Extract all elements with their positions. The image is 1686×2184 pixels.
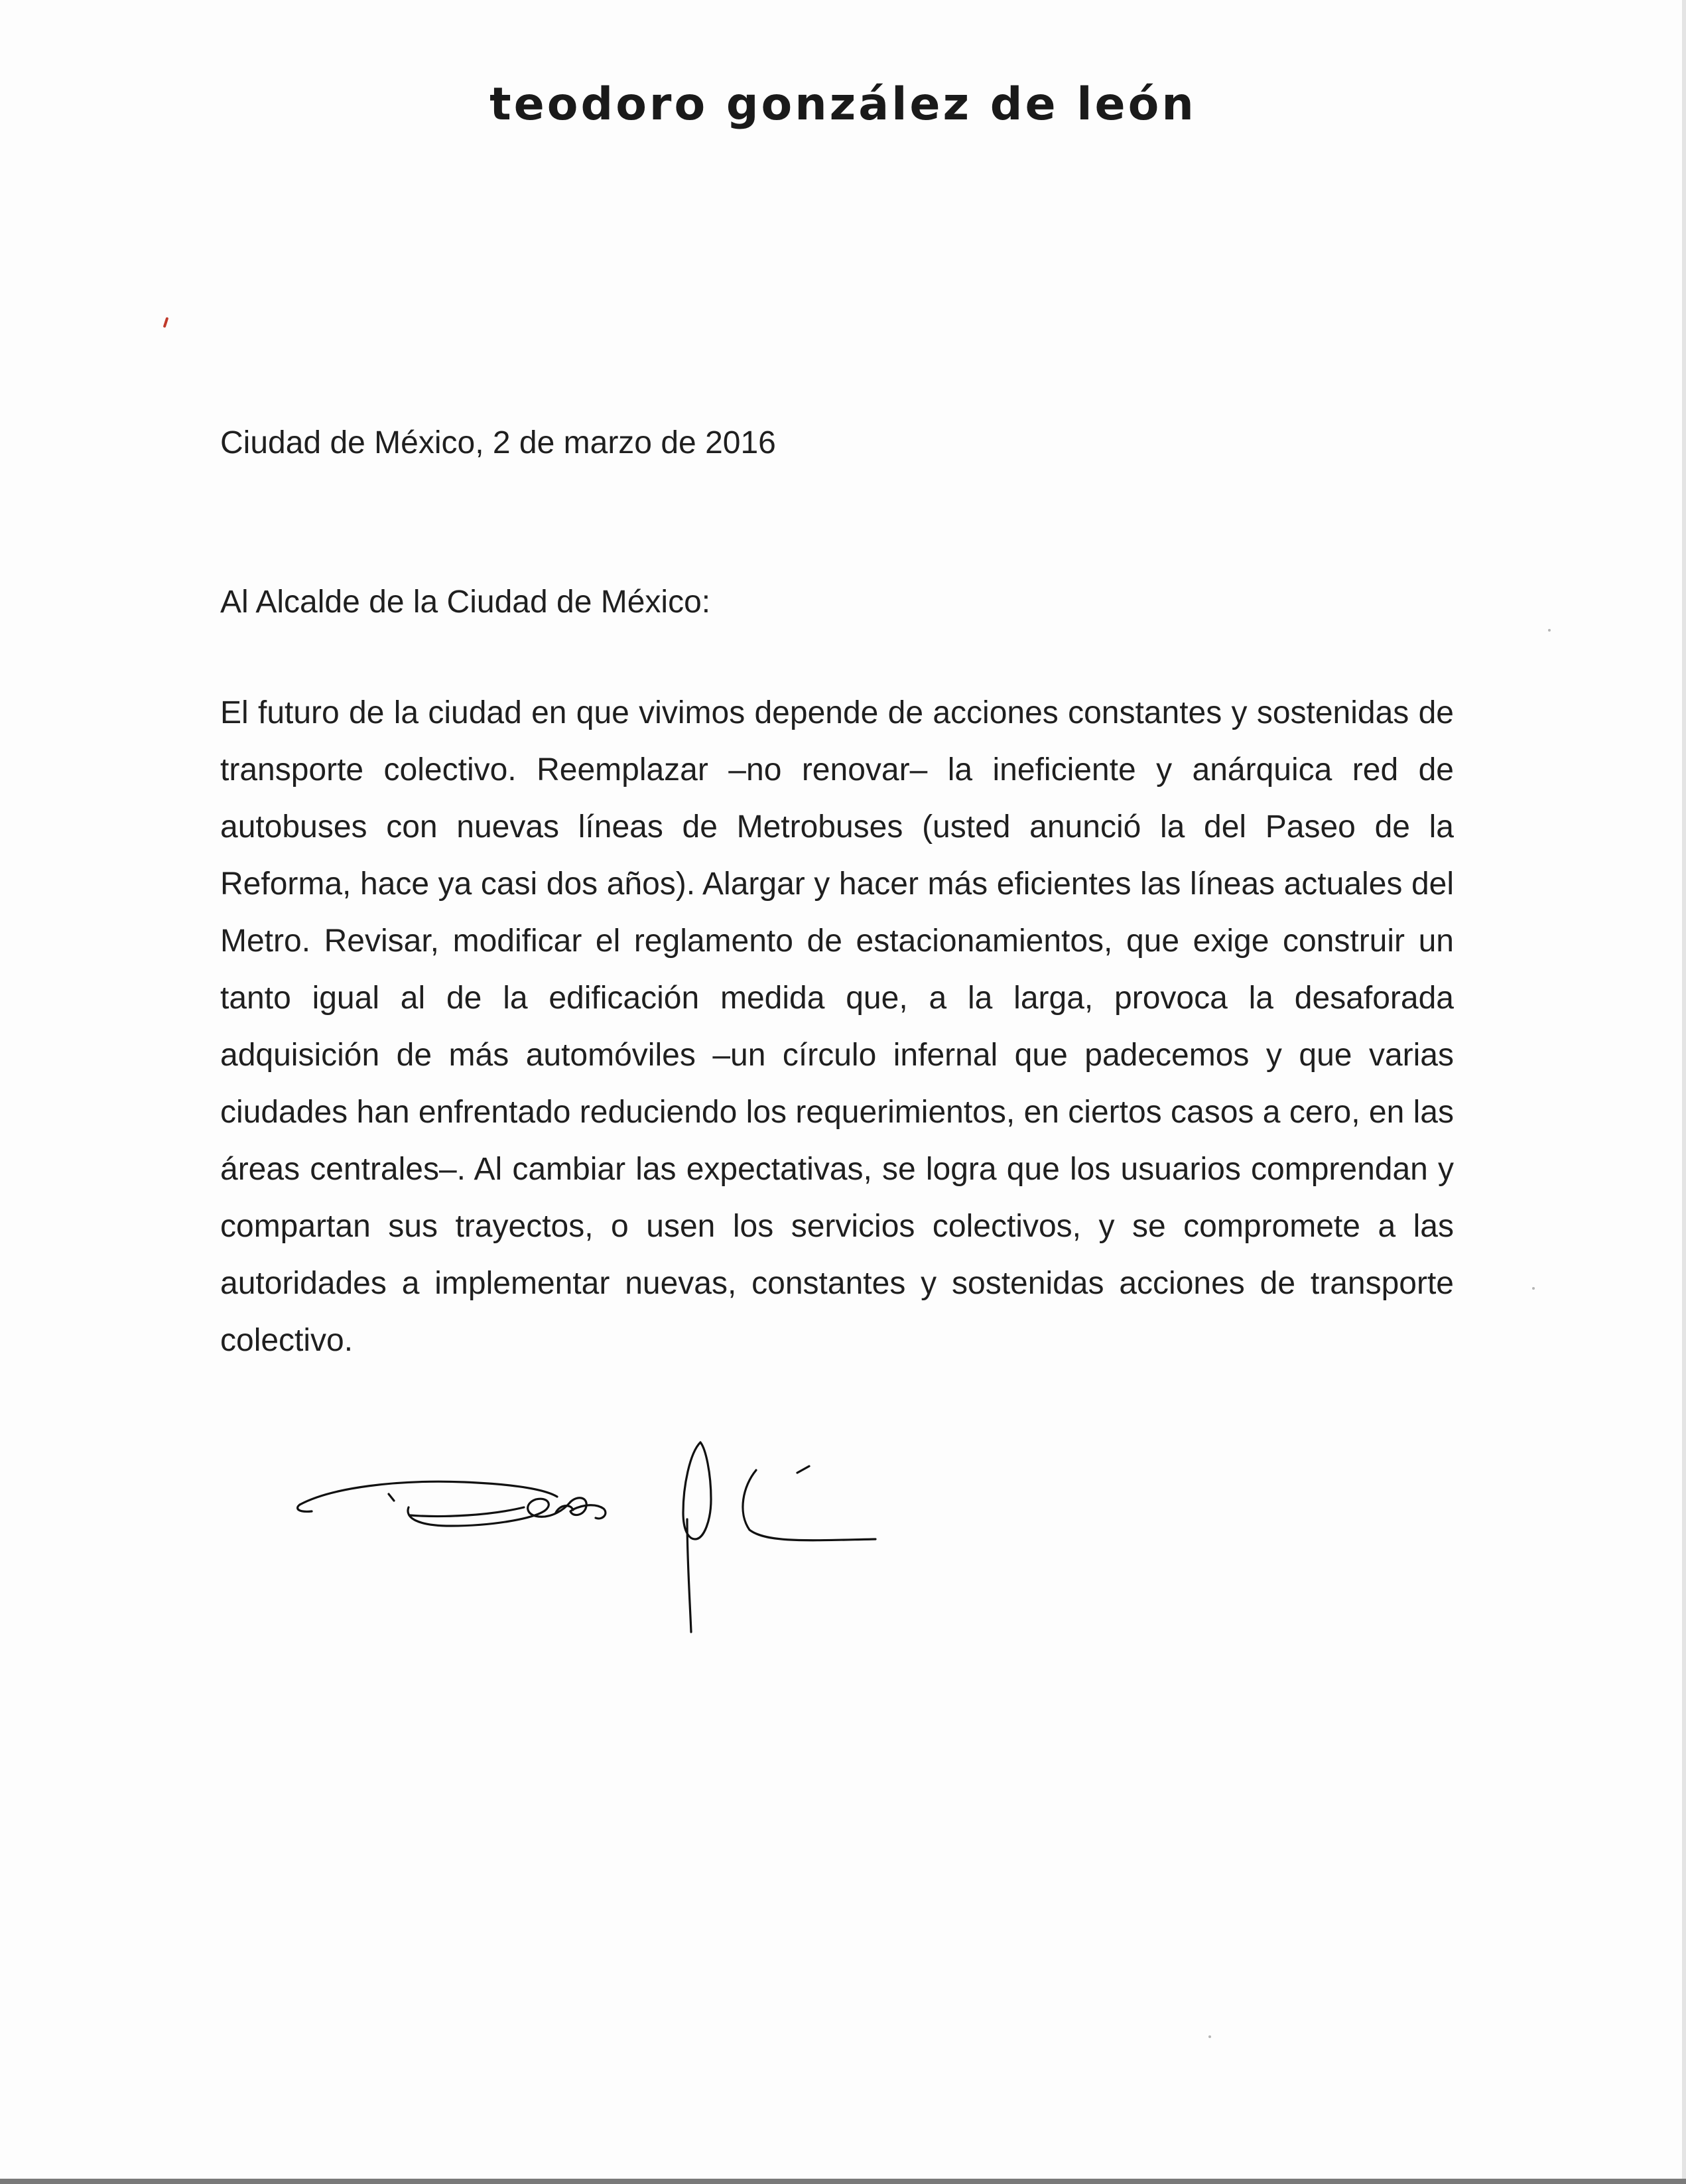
salutation: Al Alcalde de la Ciudad de México: [220, 584, 711, 620]
scan-edge-right [1682, 0, 1686, 2184]
signature-stroke-loop-3 [570, 1498, 606, 1519]
signature-stroke-word-2 [743, 1470, 875, 1540]
scan-edge-bottom [0, 2179, 1686, 2184]
signature-stroke-accent [797, 1466, 809, 1473]
signature-stroke-loop-2 [410, 1507, 524, 1517]
paper-speck [1532, 1287, 1535, 1290]
signature-stroke-tick [389, 1494, 394, 1501]
handwritten-signature [292, 1433, 929, 1659]
letter-body: El futuro de la ciudad en que vivimos depende de acciones constantes y sostenidas de transporte colectivo. Reemplazar –no renovar– la ineficiente y anárquica red de autobuses con nuevas líneas de Metrobuses (usted anunció la del Paseo de la Reforma, hace ya casi dos años). Alargar y hacer más eficientes las líneas actuales del Metro. Revisar, modificar el reglamento de estacionamientos, que exige construir un tanto igual al de la edificación medida que, a la larga, provoca la desaforada adquisición de más automóviles –un círculo infernal que padecemos y que varias ciudades han enfrentado reduciendo los requerimientos, en ciertos casos a cero, en las áreas centrales–. Al cambiar las expectativas, se logra que los usuarios comprendan y compartan sus trayectos, o usen los servicios colectivos, y se compromete a las autoridades a implementar nuevas, constantes y sostenidas acciones de transporte colectivo. [220, 695, 1454, 1358]
paper-speck [1208, 2035, 1211, 2038]
letterhead-title: teodoro gonzález de león [489, 78, 1197, 131]
date-line: Ciudad de México, 2 de marzo de 2016 [220, 425, 776, 460]
signature-stroke-hook [298, 1505, 312, 1511]
paper-speck [1548, 629, 1551, 632]
stray-ink-mark [163, 317, 169, 328]
signature-stroke-sweep [300, 1481, 557, 1505]
